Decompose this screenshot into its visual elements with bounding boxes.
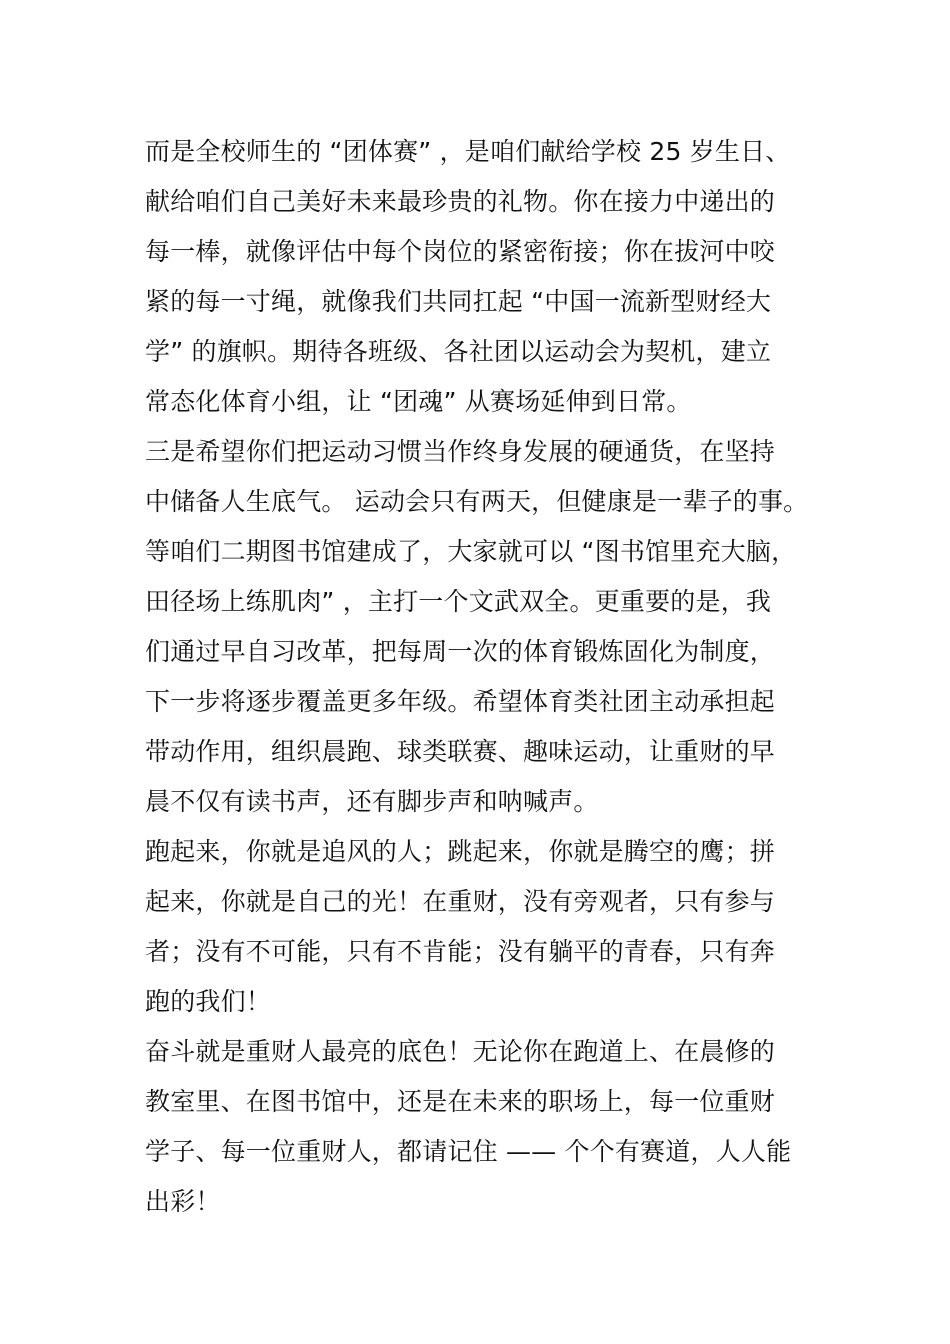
text-line: 带动作用，组织晨跑、球类联赛、趣味运动，让重财的早: [145, 737, 776, 766]
text-line: 每一棒，就像评估中每个岗位的紧密衔接；你在拔河中咬: [145, 237, 776, 266]
text-line: 跑起来，你就是追风的人；跳起来，你就是腾空的鹰；拼: [145, 837, 776, 866]
text-line: 起来，你就是自己的光！在重财，没有旁观者，只有参与: [145, 887, 776, 916]
text-line: 者；没有不可能，只有不肯能；没有躺平的青春，只有奔: [145, 937, 776, 966]
text-line: 跑的我们！: [145, 987, 272, 1016]
text-line: 学子、每一位重财人，都请记住 —— 个个有赛道，人人能: [145, 1137, 792, 1166]
text-line: 教室里、在图书馆中，还是在未来的职场上，每一位重财: [145, 1087, 776, 1116]
text-line: 中储备人生底气。 运动会只有两天，但健康是一辈子的事。: [145, 487, 809, 516]
text-line: 常态化体育小组，让 “团魂” 从赛场延伸到日常。: [145, 387, 692, 416]
text-line: 们通过早自习改革，把每周一次的体育锻炼固化为制度，: [145, 637, 776, 666]
text-line: 紧的每一寸绳，就像我们共同扛起 “中国一流新型财经大: [145, 287, 772, 316]
text-line: 晨不仅有读书声，还有脚步声和呐喊声。: [145, 787, 599, 816]
text-line: 田径场上练肌肉” ，主打一个文武双全。更重要的是，我: [145, 587, 772, 616]
text-line: 出彩！: [145, 1187, 221, 1216]
text-line: 等咱们二期图书馆建成了，大家就可以 “图书馆里充大脑，: [145, 537, 797, 566]
text-line: 三是希望你们把运动习惯当作终身发展的硬通货，在坚持: [145, 437, 776, 466]
text-line: 奋斗就是重财人最亮的底色！无论你在跑道上、在晨修的: [145, 1037, 776, 1066]
text-line: 而是全校师生的 “团体赛” ，是咱们献给学校 25 岁生日、: [145, 137, 791, 166]
speech-text: [145, 127, 845, 1227]
text-line: 学” 的旗帜。期待各班级、各社团以运动会为契机，建立: [145, 337, 772, 366]
text-line: 献给咱们自己美好未来最珍贵的礼物。你在接力中递出的: [145, 187, 776, 216]
text-line: 下一步将逐步覆盖更多年级。希望体育类社团主动承担起: [145, 687, 776, 716]
